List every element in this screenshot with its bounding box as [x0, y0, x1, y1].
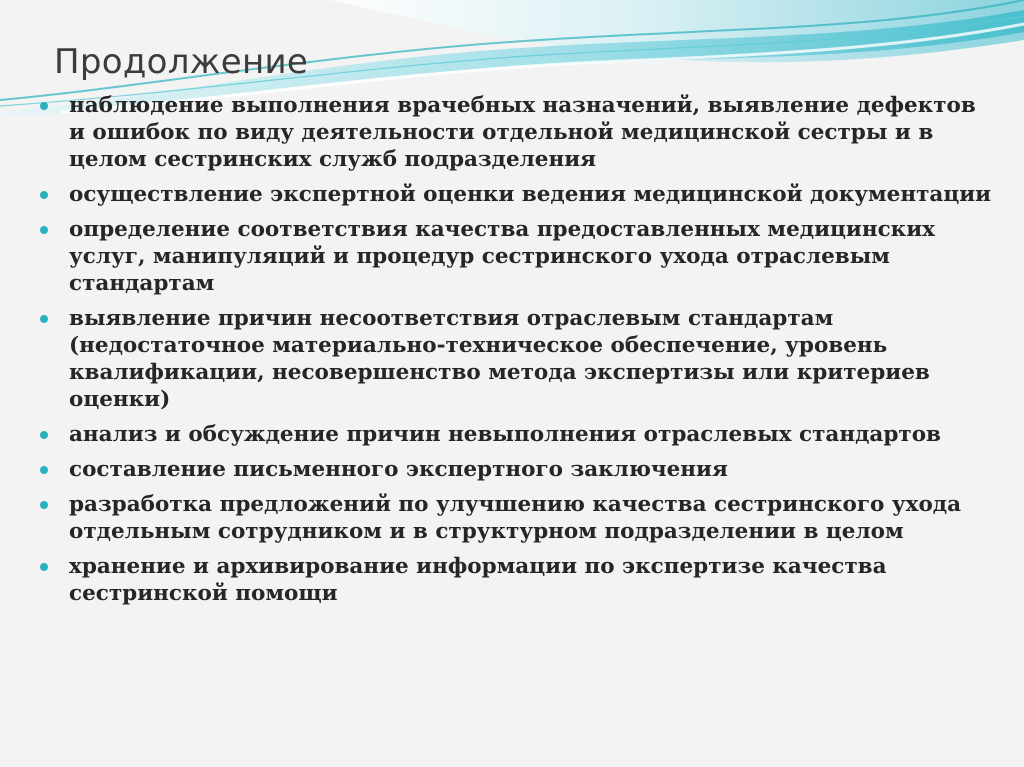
bullet-text: анализ и обсуждение причин невыполнения отраслевых стандартов [69, 422, 941, 447]
bullet-item [36, 92, 996, 173]
bullet-text: определение соответствия качества предоставленных медицинских услуг, манипуляций и процедур сестринского ухода отраслевым стандартам [69, 217, 935, 296]
bullet-item [36, 216, 996, 297]
bullet-dot-icon [40, 102, 48, 110]
bullet-list [36, 92, 996, 615]
bullet-item [36, 553, 996, 607]
bullet-text: составление письменного экспертного заключения [69, 457, 728, 482]
bullet-item [36, 491, 996, 545]
bullet-dot-icon [40, 315, 48, 323]
bullet-item [36, 181, 996, 208]
bullet-item [36, 421, 996, 448]
bullet-dot-icon [40, 501, 48, 509]
bullet-dot-icon [40, 191, 48, 199]
bullet-text: осуществление экспертной оценки ведения медицинской документации [69, 182, 992, 207]
bullet-text: разработка предложений по улучшению качества сестринского ухода отдельным сотрудником и в структурном подразделении в целом [69, 492, 962, 544]
bullet-dot-icon [40, 226, 48, 234]
bullet-dot-icon [40, 466, 48, 474]
bullet-item [36, 456, 996, 483]
bullet-text: выявление причин несоответствия отраслевым стандартам (недостаточное материально-техническое обеспечение, уровень квалификации, несовершенство метода экспертизы или критериев оценки) [69, 306, 930, 412]
bullet-dot-icon [40, 563, 48, 571]
slide-title: Продолжение [54, 42, 309, 82]
bullet-text: хранение и архивирование информации по экспертизе качества сестринской помощи [69, 554, 887, 606]
bullet-text: наблюдение выполнения врачебных назначений, выявление дефектов и ошибок по виду деятельности отдельной медицинской сестры и в целом сестринских служб подразделения [69, 93, 976, 172]
bullet-dot-icon [40, 431, 48, 439]
bullet-item [36, 305, 996, 413]
